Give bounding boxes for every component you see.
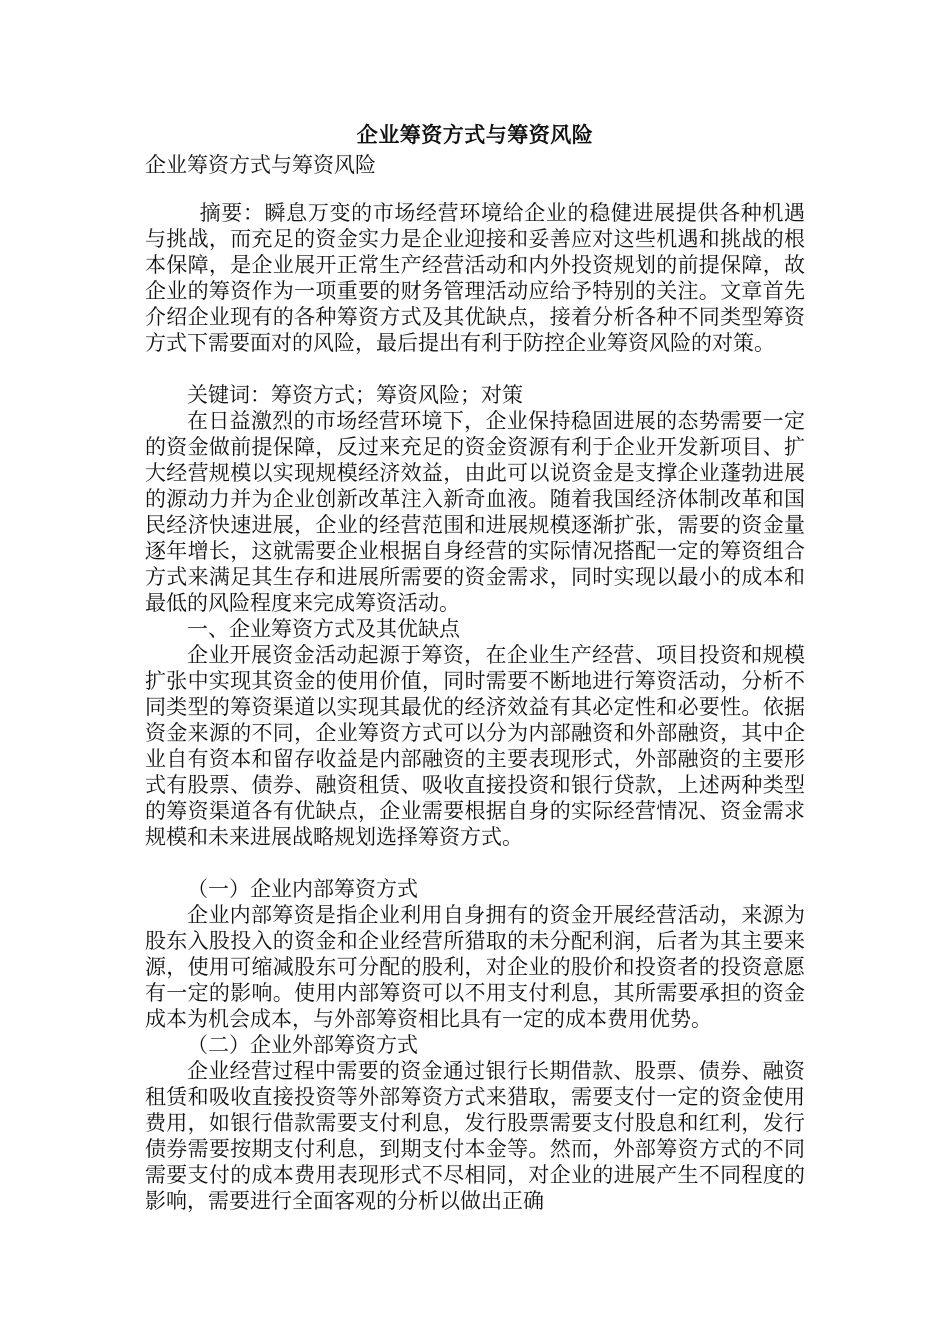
document-title: 企业筹资方式与筹资风险 (356, 122, 594, 147)
subsection-1-paragraph: 企业内部筹资是指企业利用自身拥有的资金开展经营活动，来源为股东入股投入的资金和企业经营所猎取的未分配利润，后者为其主要来源，使用可缩减股东可分配的股利，对企业的股价和投资者的投资意愿有一定的影响。使用内部筹资可以不用支付利息，其所需要承担的资金成本为机会成本，与外部筹资相比具有一定的成本费用优势。 (145, 903, 805, 1031)
subsection-2-paragraph: 企业经营过程中需要的资金通过银行长期借款、股票、债券、融资租赁和吸收直接投资等外部筹资方式来猎取，需要支付一定的资金使用费用，如银行借款需要支付利息，发行股票需要支付股息和红利，发行债券需要按期支付利息，到期支付本金等。然而，外部筹资方式的不同需要支付的成本费用表现形式不尽相同，对企业的进展产生不同程度的影响，需要进行全面客观的分析以做出正确 (145, 1059, 805, 1213)
section-1-paragraph: 企业开展资金活动起源于筹资，在企业生产经营、项目投资和规模扩张中实现其资金的使用价值，同时需要不断地进行筹资活动，分析不同类型的筹资渠道以实现其最优的经济效益有其必定性和必要性。依据资金来源的不同，企业筹资方式可以分为内部融资和外部融资，其中企业自有资本和留存收益是内部融资的主要表现形式，外部融资的主要形式有股票、债券、融资租赁、吸收直接投资和银行贷款，上述两种类型的筹资渠道各有优缺点，企业需要根据自身的实际经营情况、资金需求规模和未来进展战略规划选择筹资方式。 (145, 643, 805, 849)
intro-paragraph: 在日益激烈的市场经营环境下，企业保持稳固进展的态势需要一定的资金做前提保障，反过来充足的资金资源有利于企业开发新项目、扩大经营规模以实现规模经济效益，由此可以说资金是支撑企业蓬勃进展的源动力并为企业创新改革注入新奇血液。随着我国经济体制改革和国民经济快速进展，企业的经营范围和进展规模逐渐扩张，需要的资金量逐年增长，这就需要企业根据自身经营的实际情况搭配一定的筹资组合方式来满足其生存和进展所需要的资金需求，同时实现以最小的成本和最低的风险程度来完成筹资活动。 (145, 409, 805, 615)
document-subtitle: 企业筹资方式与筹资风险 (145, 153, 376, 177)
subsection-heading-2: （二）企业外部筹资方式 (187, 1033, 418, 1057)
abstract-paragraph: 摘要：瞬息万变的市场经营环境给企业的稳健进展提供各种机遇与挑战，而充足的资金实力是企业迎接和妥善应对这些机遇和挑战的根本保障，是企业展开正常生产经营活动和内外投资规划的前提保障，故企业的筹资作为一项重要的财务管理活动应给予特别的关注。文章首先介绍企业现有的各种筹资方式及其优缺点，接着分析各种不同类型筹资方式下需要面对的风险，最后提出有利于防控企业筹资风险的对策。 (145, 201, 805, 355)
spacer (145, 850, 805, 876)
subsection-heading-1: （一）企业内部筹资方式 (187, 877, 418, 901)
keywords-line: 关键词：筹资方式；筹资风险；对策 (187, 383, 523, 407)
spacer (145, 180, 805, 200)
section-heading-1: 一、企业筹资方式及其优缺点 (187, 617, 460, 641)
spacer (145, 356, 805, 382)
document-page (145, 120, 805, 1214)
